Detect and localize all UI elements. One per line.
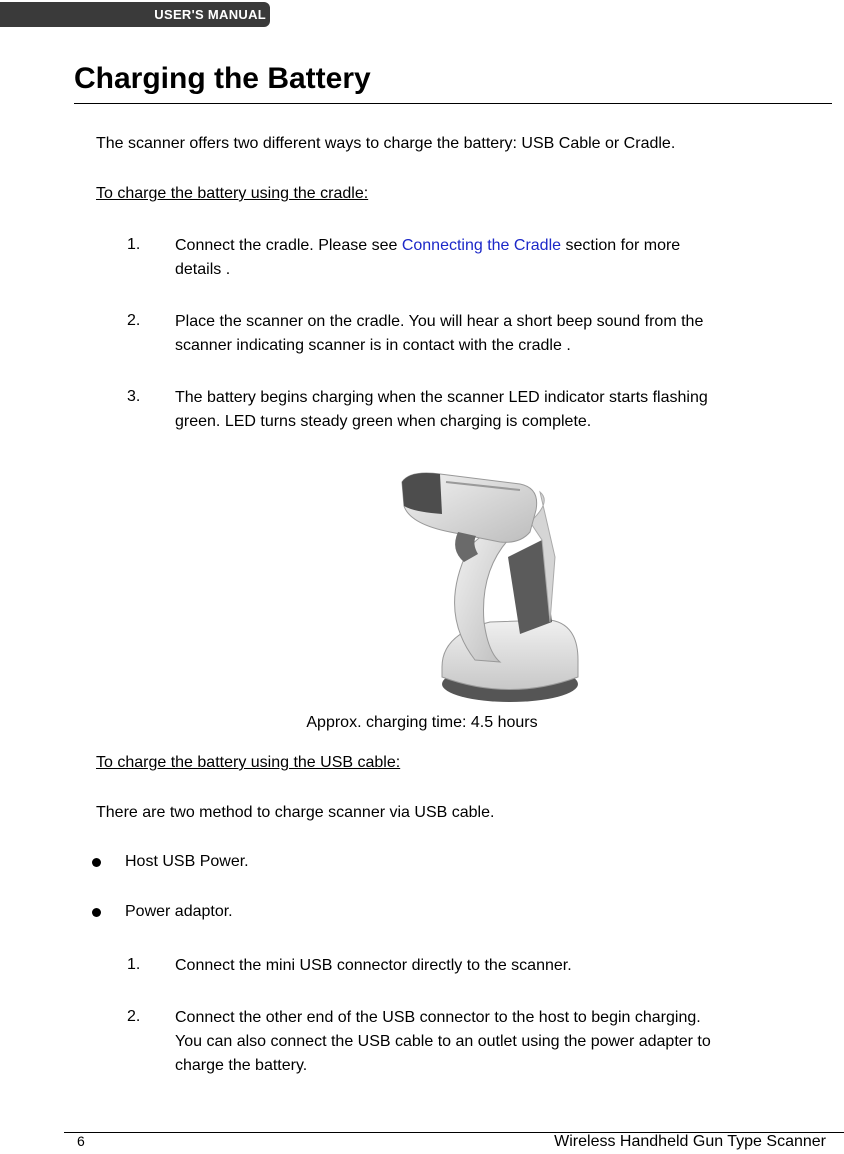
title-underline (74, 103, 832, 104)
usb-step-1 (175, 954, 815, 978)
cradle-step-3-line1: The battery begins charging when the scanner LED indicator starts flashing (175, 389, 708, 406)
cradle-section-heading: To charge the battery using the cradle: (96, 185, 369, 202)
cradle-step-2-line1: Place the scanner on the cradle. You will hear a short beep sound from the (175, 313, 704, 330)
page-title: Charging the Battery (74, 62, 371, 95)
usb-step-2-line3: charge the battery. (175, 1057, 308, 1074)
cradle-step-2-line2: scanner indicating scanner is in contact with the cradle . (175, 337, 571, 354)
connecting-cradle-link[interactable]: Connecting the Cradle (401, 237, 562, 254)
usb-step-1-number: 1. (127, 956, 141, 973)
cradle-step-3-number: 3. (127, 388, 141, 405)
cradle-step-1-text-end: section for more (561, 237, 681, 254)
figure-caption: Approx. charging time: 4.5 hours (306, 714, 538, 731)
cradle-step-3 (175, 386, 815, 434)
cradle-step-1 (175, 234, 815, 282)
cradle-step-2 (175, 310, 815, 358)
intro-paragraph: The scanner offers two different ways to charge the battery: USB Cable or Cradle. (96, 135, 676, 152)
usb-step-2-line1: Connect the other end of the USB connector to the host to begin charging. (175, 1009, 701, 1026)
bullet-dot-icon (92, 858, 101, 867)
usb-step-1-line1: Connect the mini USB connector directly to the scanner. (175, 957, 572, 974)
cradle-step-1-text: Connect the cradle. Please see (175, 237, 402, 254)
scanner-in-cradle-icon (380, 462, 600, 707)
usb-section-heading: To charge the battery using the USB cable: (96, 754, 401, 771)
bullet-dot-icon (92, 908, 101, 917)
cradle-step-3-line2: green. LED turns steady green when charging is complete. (175, 413, 592, 430)
footer-doc-title: Wireless Handheld Gun Type Scanner (554, 1133, 826, 1150)
usb-step-2-line2: You can also connect the USB cable to an outlet using the power adapter to (175, 1033, 711, 1050)
manual-header-label: USER'S MANUAL (154, 7, 266, 22)
usb-step-2-number: 2. (127, 1008, 141, 1025)
cradle-step-2-number: 2. (127, 312, 141, 329)
usb-step-2 (175, 1006, 815, 1078)
cradle-step-1-line2: details . (175, 261, 231, 278)
manual-header-tab (0, 2, 270, 27)
cradle-step-1-number: 1. (127, 236, 141, 253)
bullet-power-adaptor: Power adaptor. (125, 903, 233, 920)
usb-section-intro: There are two method to charge scanner via USB cable. (96, 804, 495, 821)
page-number: 6 (77, 1133, 85, 1149)
bullet-host-usb-power: Host USB Power. (125, 853, 249, 870)
